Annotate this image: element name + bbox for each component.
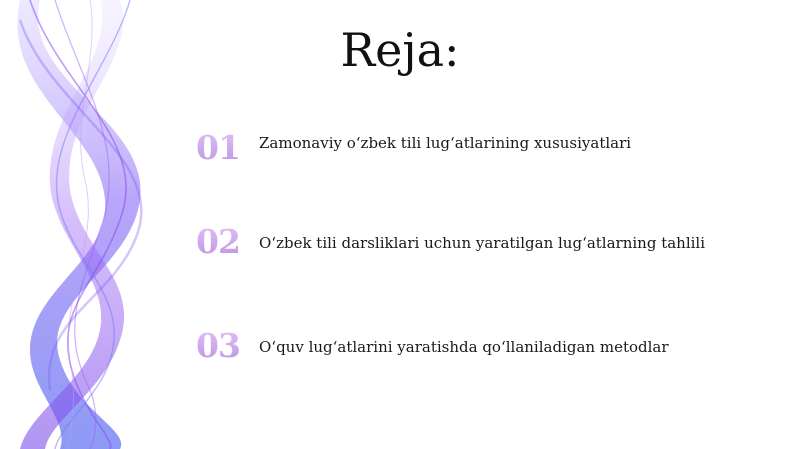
item-text: Zamonaviy o‘zbek tili lug‘atlarining xususiyatlari: [259, 134, 632, 152]
slide-title: Reja:: [340, 23, 460, 77]
smoke-wave-decoration: [0, 0, 200, 449]
item-text: O‘quv lug‘atlarini yaratishda qo‘llaniladigan metodlar: [259, 338, 669, 356]
item-number: 02: [196, 220, 246, 264]
list-item: [196, 126, 776, 170]
item-number: 01: [196, 126, 246, 170]
list-item: [196, 220, 776, 264]
list-item: [196, 324, 776, 368]
item-text: O‘zbek tili darsliklari uchun yaratilgan lug‘atlarning tahlili: [259, 234, 706, 252]
item-number: 03: [196, 324, 246, 368]
